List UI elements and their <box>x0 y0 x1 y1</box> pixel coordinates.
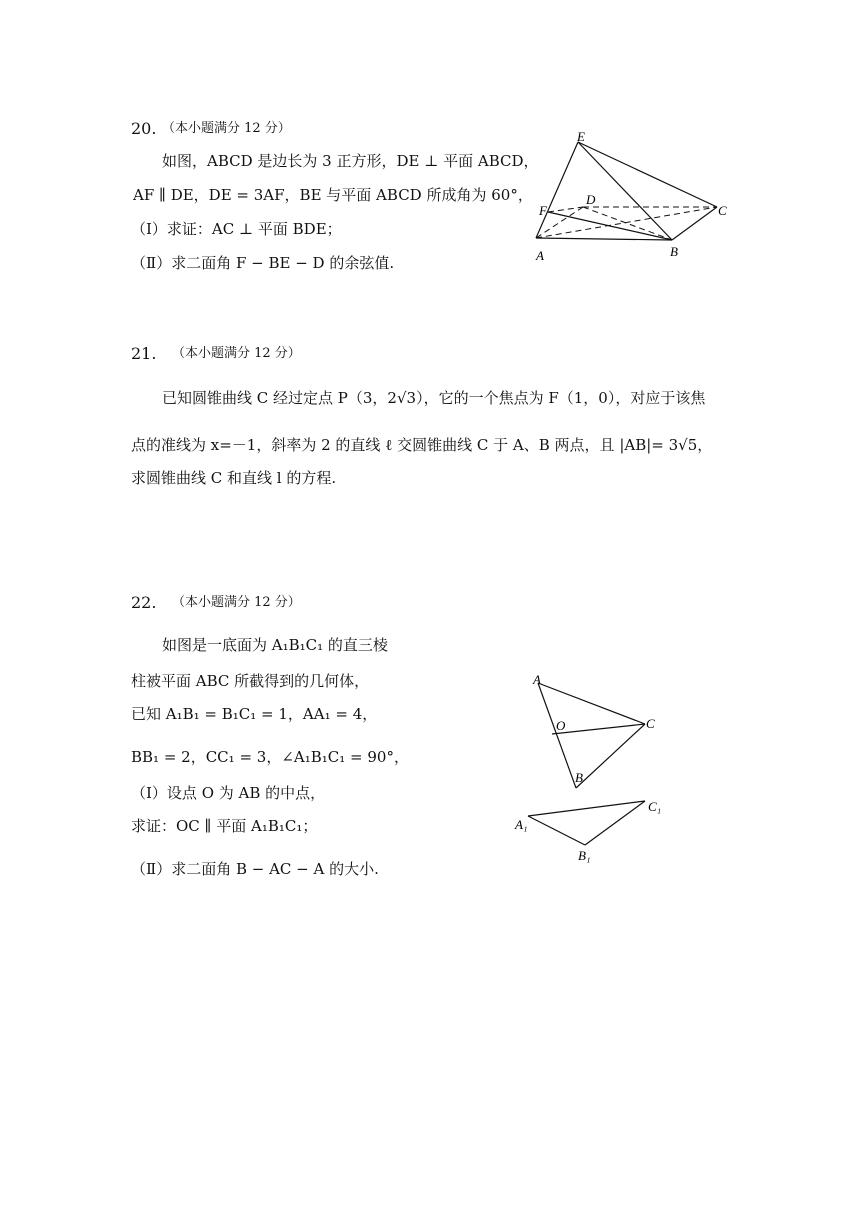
q20-part1: （Ⅰ）求证：AC ⊥ 平面 BDE； <box>131 220 342 238</box>
q20-label-e: E <box>577 129 585 144</box>
q20-edge-bc <box>672 207 717 240</box>
q22-label-a1: A₁ <box>515 817 528 832</box>
q20-points: （本小题满分 12 分） <box>162 121 291 136</box>
q21-line3: 求圆锥曲线 C 和直线 l 的方程. <box>131 469 337 487</box>
q22-number: 22. <box>131 593 157 612</box>
q22-label-a: A <box>533 672 541 687</box>
q20-line1: 如图，ABCD 是边长为 3 正方形，DE ⊥ 平面 ABCD， <box>162 152 539 170</box>
q21-line2: 点的准线为 x=－1，斜率为 2 的直线 ℓ 交圆锥曲线 C 于 A、B 两点，且 |AB|= 3√5， <box>131 436 713 454</box>
q21-points: （本小题满分 12 分） <box>172 346 301 361</box>
q20-number: 20. <box>131 119 157 138</box>
q22-label-c: C <box>646 716 655 731</box>
q20-label-b: B <box>670 244 678 259</box>
q22-line2: 柱被平面 ABC 所截得到的几何体， <box>131 672 370 690</box>
q21-number: 21. <box>131 344 157 363</box>
q22-part1a: （Ⅰ）设点 O 为 AB 的中点， <box>131 784 326 802</box>
q22-part1b: 求证：OC ∥ 平面 A₁B₁C₁； <box>131 817 318 835</box>
q20-part2: （Ⅱ）求二面角 F − BE − D 的余弦值. <box>131 254 395 272</box>
q20-label-d: D <box>586 192 596 207</box>
q20-label-c: C <box>718 203 727 218</box>
q22-label-c1: C₁ <box>648 799 662 814</box>
q21-line1: 已知圆锥曲线 C 经过定点 P（3，2√3），它的一个焦点为 F（1，0），对应于该焦 <box>162 389 706 407</box>
q20-label-f: F <box>539 203 547 218</box>
q20-edge-ab <box>536 238 672 240</box>
q20-dash-fd <box>548 207 583 212</box>
q22-line4: BB₁ = 2，CC₁ = 3，∠A₁B₁C₁ = 90°， <box>131 748 409 766</box>
q22-line3: 已知 A₁B₁ = B₁C₁ = 1，AA₁ = 4， <box>131 705 378 723</box>
q22-label-b: B <box>575 770 583 785</box>
q22-label-b1: B₁ <box>578 848 591 863</box>
q20-label-a: A <box>536 248 544 263</box>
q22-part2: （Ⅱ）求二面角 B − AC − A 的大小. <box>131 860 379 878</box>
q22-label-o: O <box>556 718 566 733</box>
q20-line2: AF ∥ DE，DE = 3AF，BE 与平面 ABCD 所成角为 60°， <box>133 186 533 204</box>
q22-points: （本小题满分 12 分） <box>172 595 301 610</box>
q20-edge-eb <box>578 142 672 240</box>
q20-edge-fb <box>548 212 672 240</box>
q20-dash-ac <box>536 207 717 238</box>
q22-line1: 如图是一底面为 A₁B₁C₁ 的直三棱 <box>162 636 388 654</box>
q20-edge-ec <box>578 142 717 207</box>
